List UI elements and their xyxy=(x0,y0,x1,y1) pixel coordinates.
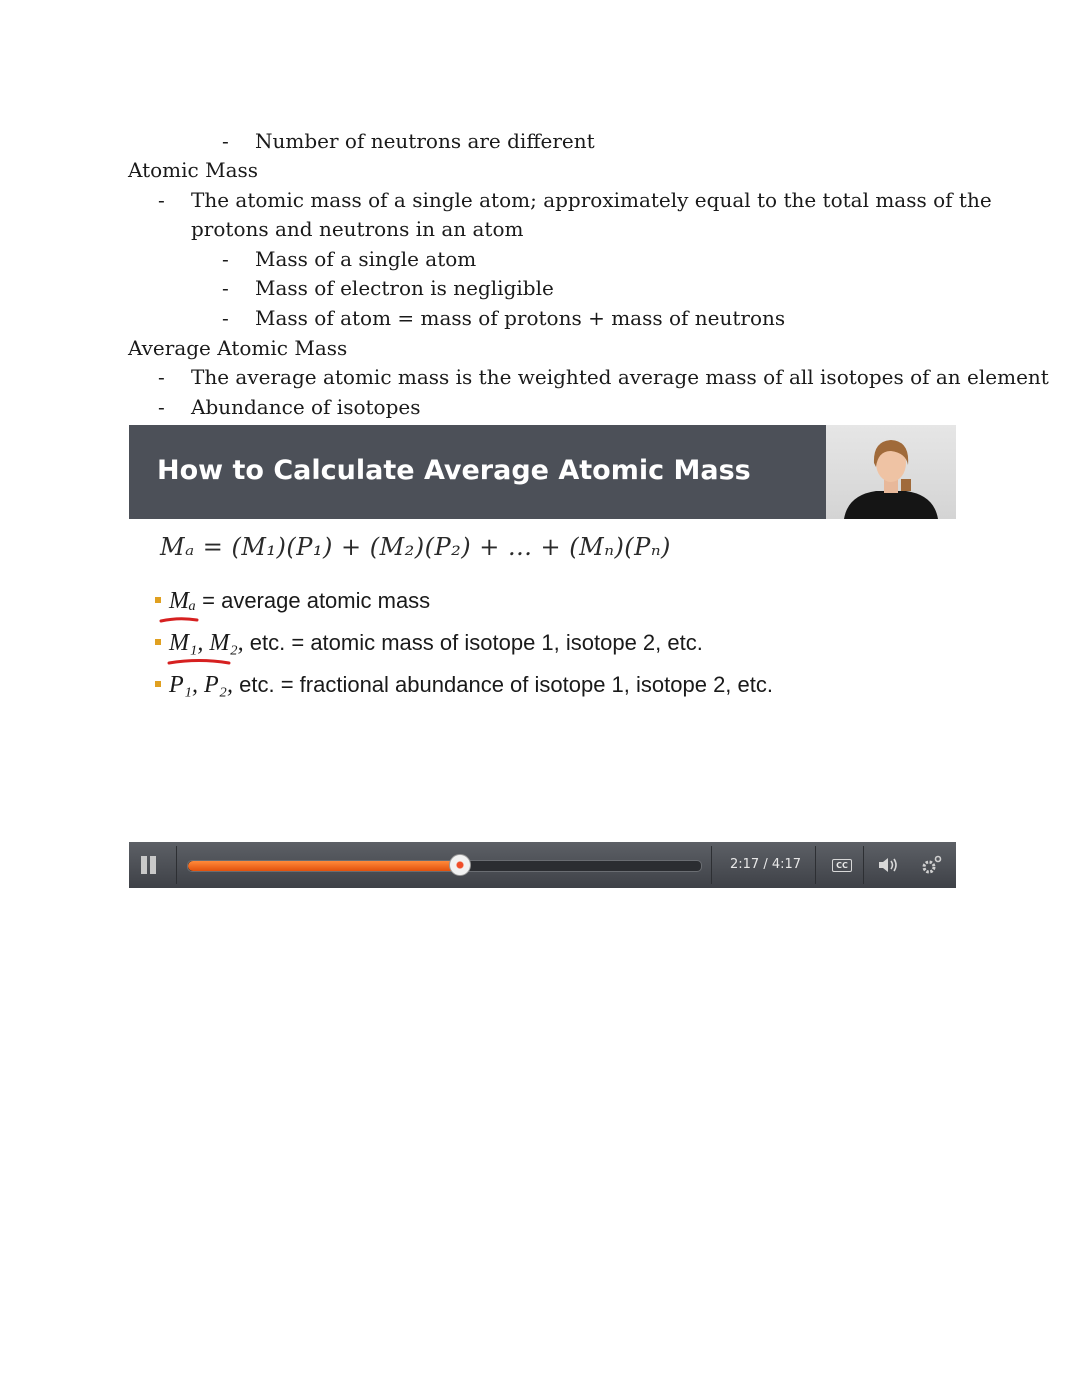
dash: - xyxy=(222,276,229,300)
formula-legend-item: P₁, P₂, etc. = fractional abundance of isotope 1, isotope 2, etc. xyxy=(155,672,773,699)
bullet-marker xyxy=(155,681,161,687)
progress-fill xyxy=(188,861,460,871)
gear-icon[interactable] xyxy=(919,854,943,878)
formula-legend-item: Mₐ = average atomic mass xyxy=(155,588,430,615)
bullet-marker xyxy=(155,639,161,645)
divider xyxy=(863,846,864,884)
bullet-marker xyxy=(155,597,161,603)
sub-bullet: Mass of electron is negligible xyxy=(255,276,554,300)
video-title: How to Calculate Average Atomic Mass xyxy=(157,455,751,486)
sub-bullet: Mass of a single atom xyxy=(255,247,477,271)
atomic-mass-heading: Atomic Mass xyxy=(128,158,259,182)
divider xyxy=(711,846,712,884)
dash: - xyxy=(222,306,229,330)
time-display: 2:17 / 4:17 xyxy=(730,857,802,872)
divider xyxy=(176,846,177,884)
presenter-image xyxy=(826,425,956,519)
video-title-bar xyxy=(129,425,826,519)
progress-handle[interactable] xyxy=(449,854,471,876)
video-player[interactable] xyxy=(129,425,956,888)
dash: - xyxy=(158,188,165,212)
dash: - xyxy=(222,129,229,153)
atomic-mass-definition-1: The atomic mass of a single atom; approximately equal to the total mass of the xyxy=(191,188,992,212)
average-mass-formula: Mₐ = (M₁)(P₁) + (M₂)(P₂) + ... + (Mₙ)(Pₙ) xyxy=(160,533,671,561)
abundance-bullet: Abundance of isotopes xyxy=(191,395,421,419)
dash: - xyxy=(222,247,229,271)
average-atomic-mass-heading: Average Atomic Mass xyxy=(128,336,348,360)
red-underline xyxy=(167,657,231,667)
player-controls xyxy=(129,842,956,888)
divider xyxy=(815,846,816,884)
closed-captions-button[interactable]: CC xyxy=(832,859,852,872)
neutrons-bullet: Number of neutrons are different xyxy=(255,129,595,153)
red-underline xyxy=(159,615,199,625)
dash: - xyxy=(158,395,165,419)
atomic-mass-definition-2: protons and neutrons in an atom xyxy=(191,217,524,241)
formula-legend-item: M₁, M₂, etc. = atomic mass of isotope 1, isotope 2, etc. xyxy=(155,630,703,657)
average-definition: The average atomic mass is the weighted average mass of all isotopes of an element xyxy=(191,365,1049,389)
volume-icon[interactable] xyxy=(877,856,901,874)
progress-bar[interactable] xyxy=(187,860,702,872)
dash: - xyxy=(158,365,165,389)
pause-icon[interactable] xyxy=(141,856,159,874)
sub-bullet: Mass of atom = mass of protons + mass of neutrons xyxy=(255,306,786,330)
